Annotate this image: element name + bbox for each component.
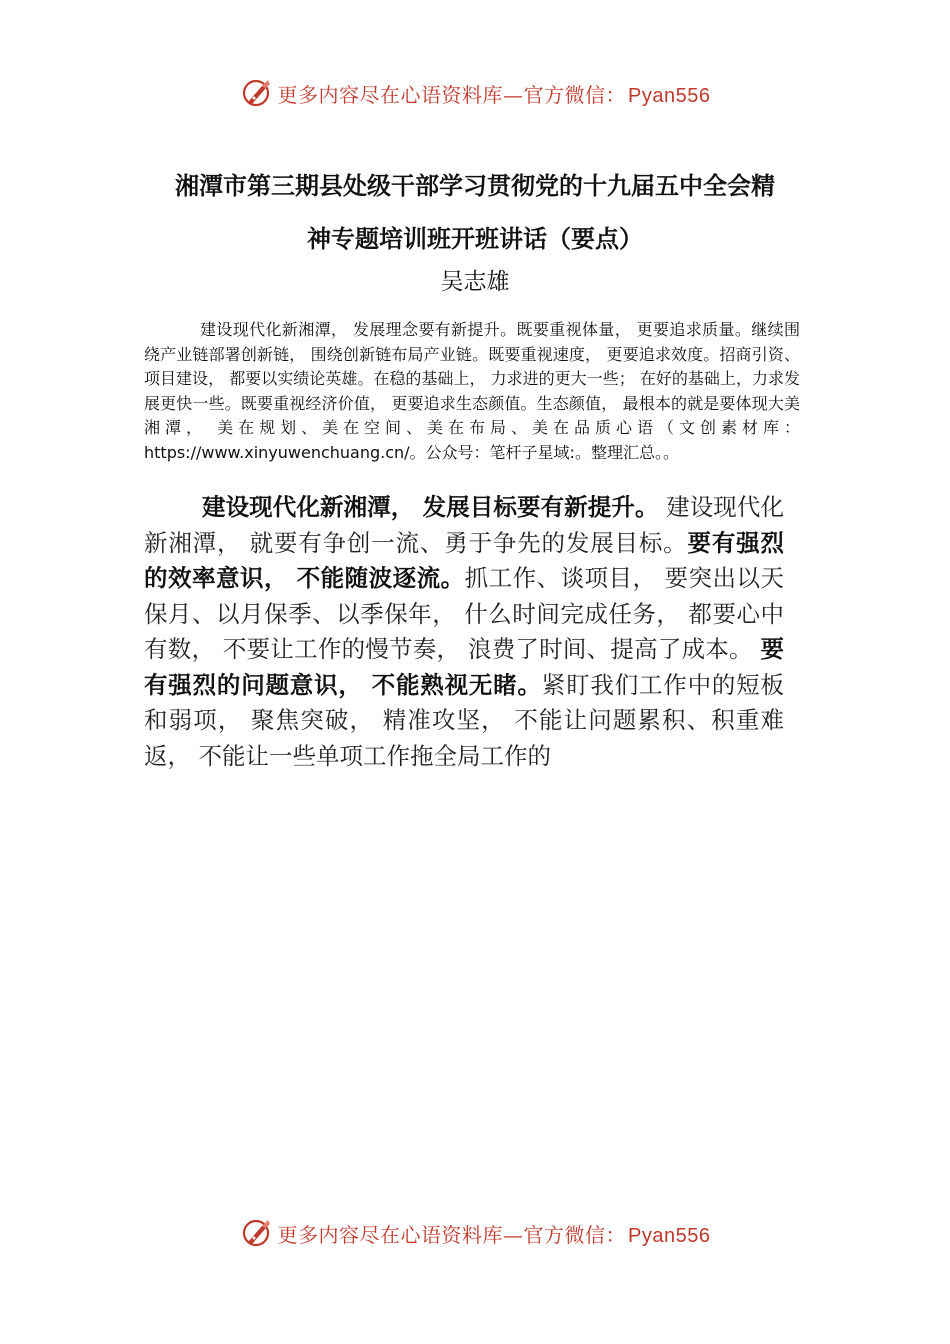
banner-wechat-id: Pyan556: [628, 84, 711, 107]
banner-wechat-label: 官方微信：: [523, 82, 627, 107]
banner-slogan: 更多内容尽在心语资料库: [277, 82, 504, 107]
body-heading-3: 要有强烈的问题意识， 不能熟视无睹。: [144, 635, 784, 699]
pen-nib-logo-icon: [240, 76, 274, 110]
banner-wechat-id: Pyan556: [628, 1224, 711, 1247]
footer-banner: [0, 1211, 950, 1255]
banner-dash: —: [503, 82, 524, 107]
body-paragraph: [144, 490, 784, 774]
banner-slogan: 更多内容尽在心语资料库: [277, 1222, 504, 1247]
pen-nib-logo-icon: [240, 1216, 274, 1250]
banner-dash: —: [503, 1222, 524, 1247]
document-title-line1: 湘潭市第三期县处级干部学习贯彻党的十九届五中全会精: [175, 171, 775, 200]
header-banner: [0, 71, 950, 115]
banner-text: [278, 1219, 711, 1248]
banner-wechat-label: 官方微信：: [523, 1222, 627, 1247]
document-title-line2: 神专题培训班开班讲话（要点）: [307, 224, 643, 253]
banner-text: [278, 79, 711, 108]
body-text-2: 抓工作、谈项目， 要突出以天保月、以月保季、以季保年， 什么时间完成任务， 都要心中有数， 不要让工作的慢节奏， 浪费了时间、提高了成本。: [144, 564, 784, 663]
document-author: 吴志雄: [440, 269, 510, 295]
body-text-1: 建设现代化新湘潭， 就要有争创一流、勇于争先的发展目标。: [144, 493, 784, 557]
body-heading-1: 建设现代化新湘潭， 发展目标要有新提升。: [202, 493, 659, 521]
body-text-3: 紧盯我们工作中的短板和弱项， 聚焦突破， 精准攻坚， 不能让问题累积、积重难返， 不能让一些单项工作拖全局工作的: [144, 670, 785, 770]
body-heading-2: 要有强烈的效率意识， 不能随波逐流。: [144, 528, 784, 592]
abstract-paragraph: 建设现代化新湘潭， 发展理念要有新提升。既要重视体量， 更要追求质量。继续围绕产业链部署创新链， 围绕创新链布局产业链。既要重视速度， 更要追求效度。招商引资、项目建设， 都要以实绩论英雄。在稳的基础上， 力求进的更大一些； 在好的基础上，力求发展更快一些。既要重视经济价值， 更要追求生态颜值。生态颜值， 最根本的就是要体现大美湘潭， 美在规划、美在空间、美在布局、美在品质心语（文创素材库：https://www.xinyuwenchuang.cn/。公众号：笔杆子星域:。整理汇总。。: [144, 320, 800, 462]
